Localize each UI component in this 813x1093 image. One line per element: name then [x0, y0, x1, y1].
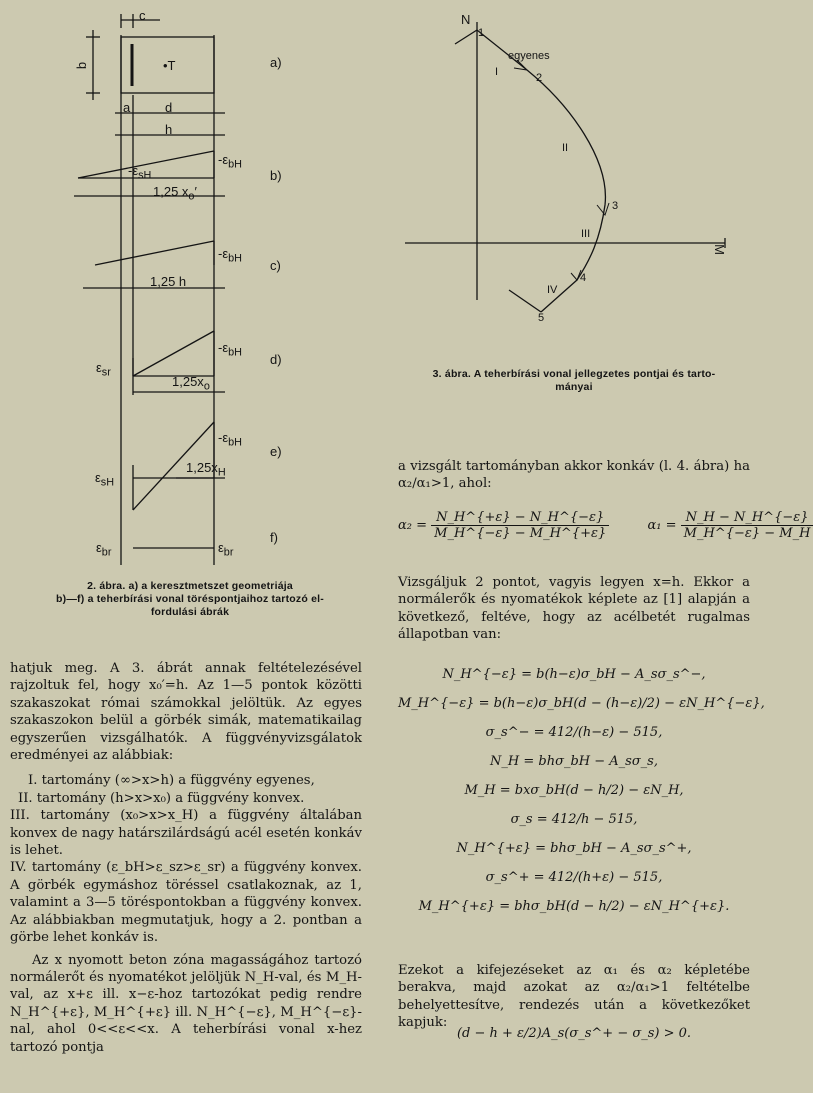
formula-9: M_H^{+ε} = bhσ_bH(d − h/2) − εN_H^{+ε}.	[418, 899, 730, 914]
range-item-4: IV. tartomány (ε_bH>ε_sz>ε_sr) a függvény konvex. A görbék egymáshoz töréssel csatlakoznak, az 1, valamint a 3—5 töréspontokban a függvény konvex. Az alábbiakban megmutatjuk, hogy a 2. pontban a görbe lehet konkáv is.	[10, 860, 362, 946]
left-paragraph-2: Az x nyomott beton zóna magasságához tartozó normálerőt és nyomatékot jelöljük N_H-val, és M_H-val, az x+ε ill. x−ε-hoz tartozókat pedig rendre N_H^{+ε}, M_H^{+ε} ill. N_H^{−ε}, M_H^{−ε}-nal, ahol 0<<ε<<x. A teherbírási vonal x-hez tartozó pontja	[10, 952, 362, 1055]
centroid-label: •T	[163, 58, 176, 73]
alpha2-numerator: N_H^{+ε} − N_H^{−ε}	[431, 510, 609, 526]
strain-label-sr-d: $\varepsilon_{sr}$	[96, 360, 111, 379]
formula-1: N_H^{−ε} = b(h−ε)σ_bH − A_sσ_s^−,	[442, 667, 706, 682]
formula-4: N_H = bhσ_bH − A_sσ_s,	[490, 754, 658, 769]
alpha-formulas	[398, 510, 811, 541]
axis-label-N: N	[461, 12, 471, 27]
alpha2-lhs: α₂ =	[398, 518, 428, 533]
formula-3: σ_s^− = 412/(h−ε) − 515,	[485, 725, 663, 740]
length-label-b: 1,25 $x_o'$	[153, 184, 197, 203]
alpha1-lhs: α₁ =	[647, 518, 677, 533]
left-column-text	[10, 660, 362, 1056]
point-label-5: 5	[538, 312, 545, 324]
point-label-4: 4	[580, 272, 587, 284]
part-label-d: d)	[270, 352, 282, 367]
straight-line-label: egyenes	[508, 50, 550, 62]
strain-label-bH-b: $-\varepsilon_{bH}$	[218, 152, 242, 171]
length-label-c: 1,25 h	[150, 274, 187, 289]
right-paragraph-2: Vizsgáljuk 2 pontot, vagyis legyen x=h. Ekkor a normálerők és nyomatékok képlete az [1] alapján a következő, feltéve, hogy az acélbetét rugalmas állapotban van:	[398, 575, 750, 643]
strain-label-br-f-left: $\varepsilon_{br}$	[96, 540, 112, 559]
formula-6: σ_s = 412/h − 515,	[510, 812, 638, 827]
right-paragraph-3: Ezekot a kifejezéseket az α₁ és α₂ képletébe berakva, majd azokat az α₂/α₁>1 feltételbe behelyettesítve, rendezés után a következőket kapjuk:	[398, 963, 750, 1031]
point-label-1: 1	[478, 27, 485, 39]
length-label-e: $1,25x_H$	[186, 460, 226, 479]
strain-label-bH-c: $-\varepsilon_{bH}$	[218, 246, 242, 265]
part-label-a: a)	[270, 55, 282, 70]
range-item-3: III. tartomány (x₀>x>x_H) a függvény általában konvex de nagy határszilárdságú acél esetén konkáv is lehet.	[10, 808, 362, 859]
dim-label-b: b	[74, 61, 90, 70]
figure-2-diagrams	[0, 0, 380, 580]
range-item-2: II. tartomány (h>x>x₀) a függvény konvex.	[18, 790, 305, 806]
final-condition: (d − h + ε/2)A_s(σ_s^+ − σ_s) > 0.	[456, 1026, 692, 1041]
strain-label-sH-b: $-\varepsilon_{sH}$	[128, 163, 152, 182]
range-label-I: I	[495, 66, 499, 78]
range-item-1: I. tartomány (∞>x>h) a függvény egyenes,	[28, 773, 315, 789]
alpha1-denominator: M_H^{−ε} − M_H	[683, 526, 811, 541]
point-label-3: 3	[612, 200, 619, 212]
dim-label-h: h	[165, 122, 173, 137]
formula-2: M_H^{−ε} = b(h−ε)σ_bH(d − (h−ε)/2) − εN_H^{−ε},	[398, 696, 765, 711]
strain-label-bH-d: $-\varepsilon_{bH}$	[218, 340, 242, 359]
range-label-II: II	[562, 142, 569, 154]
strain-label-bH-e: $-\varepsilon_{bH}$	[218, 430, 242, 449]
part-label-b: b)	[270, 168, 282, 183]
part-label-e: e)	[270, 444, 282, 459]
right-paragraph-1: a vizsgált tartományban akkor konkáv (l. 4. ábra) ha α₂/α₁>1, ahol:	[398, 459, 750, 492]
range-label-III: III	[581, 228, 591, 240]
length-label-d: $1,25x_o$	[172, 374, 210, 393]
strain-label-sH-e: $\varepsilon_{sH}$	[95, 470, 115, 489]
figure-3-curve	[395, 0, 765, 340]
figure-3-caption: 3. ábra. A teherbírási vonal jellegzetes pontjai és tarto- mányai	[432, 368, 716, 393]
formula-list	[398, 660, 765, 921]
part-label-f: f)	[270, 530, 278, 545]
formula-8: σ_s^+ = 412/(h+ε) − 515,	[485, 870, 663, 885]
formula-7: N_H^{+ε} = bhσ_bH − A_sσ_s^+,	[456, 841, 692, 856]
dim-label-d: d	[165, 100, 173, 115]
range-label-IV: IV	[547, 284, 558, 296]
alpha2-denominator: M_H^{−ε} − M_H^{+ε}	[434, 526, 607, 541]
axis-label-M: M	[711, 244, 727, 255]
dim-label-c: c	[139, 8, 146, 23]
formula-5: M_H = bxσ_bH(d − h/2) − εN_H,	[464, 783, 684, 798]
strain-label-br-f-right: $\varepsilon_{br}$	[218, 540, 234, 559]
dim-label-a: a	[123, 100, 131, 115]
point-label-2: 2	[536, 72, 543, 84]
left-paragraph-1: hatjuk meg. A 3. ábrát annak feltételezésével rajzoltuk fel, hogy x₀′=h. Az 1—5 pontok közötti szakaszokat római számokkal jelöltük. Az egyes szakaszokon belül a görbék simák, matematikailag egyszerűen vizsgálhatók. A függvényvizsgálatok eredményei az alábbiak:	[10, 661, 362, 764]
figure-2-caption: 2. ábra. a) a keresztmetszet geometriája b)—f) a teherbírási vonal töréspontjaihoz tartozó el- fordulási ábrák	[56, 580, 324, 618]
part-label-c: c)	[270, 258, 281, 273]
alpha1-numerator: N_H − N_H^{−ε}	[681, 510, 813, 526]
